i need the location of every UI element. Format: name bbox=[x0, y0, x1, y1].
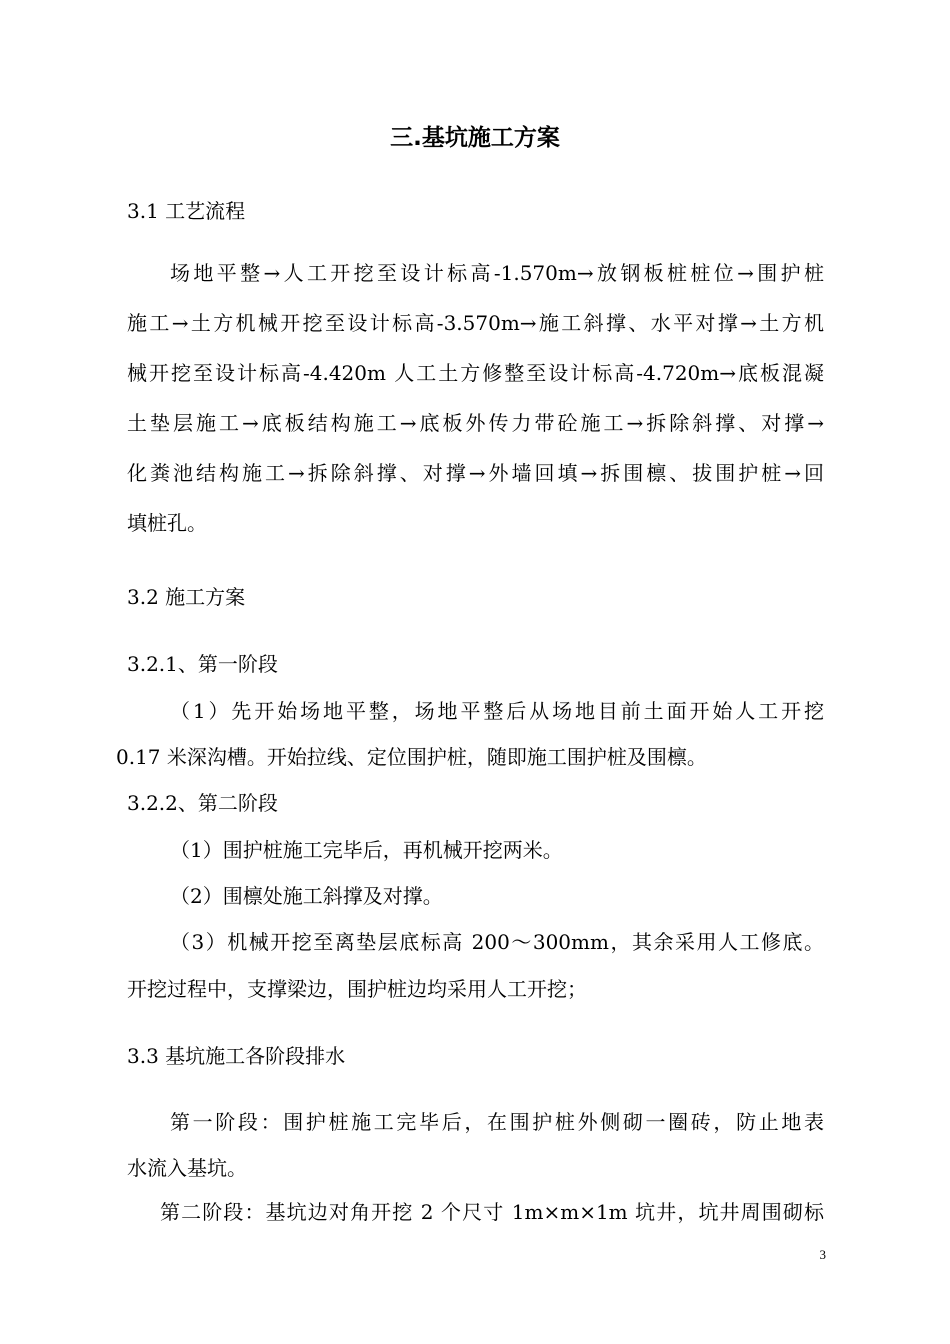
paragraph-line: 开挖过程中，支撑梁边，围护桩边均采用人工开挖； bbox=[127, 977, 587, 1001]
paragraph-line: 场地平整→人工开挖至设计标高-1.570m→放钢板桩桩位→围护桩 bbox=[170, 261, 824, 285]
page-title: 三.基坑施工方案 bbox=[390, 125, 560, 151]
list-item: （3）机械开挖至离垫层底标高 200～300mm，其余采用人工修底。 bbox=[170, 930, 824, 954]
paragraph-line: 械开挖至设计标高-4.420m 人工土方修整至设计标高-4.720m→底板混凝 bbox=[127, 361, 824, 385]
paragraph-line: 第二阶段：基坑边对角开挖 2 个尺寸 1m×m×1m 坑井，坑井周围砌标 bbox=[160, 1200, 824, 1224]
paragraph-line: （1）先开始场地平整，场地平整后从场地目前土面开始人工开挖 bbox=[170, 699, 824, 723]
paragraph-line: 水流入基坑。 bbox=[127, 1156, 247, 1180]
page-number: 3 bbox=[819, 1247, 826, 1262]
subsection-heading-3-2-1: 3.2.1、第一阶段 bbox=[127, 652, 278, 676]
paragraph-line: 土垫层施工→底板结构施工→底板外传力带砼施工→拆除斜撑、对撑→ bbox=[127, 411, 824, 435]
section-heading-3-3: 3.3 基坑施工各阶段排水 bbox=[127, 1044, 346, 1068]
section-heading-3-2: 3.2 施工方案 bbox=[127, 585, 246, 609]
list-item: （1）围护桩施工完毕后，再机械开挖两米。 bbox=[170, 838, 563, 862]
paragraph-line: 第一阶段：围护桩施工完毕后，在围护桩外侧砌一圈砖，防止地表 bbox=[170, 1110, 824, 1134]
paragraph-line: 填桩孔。 bbox=[127, 511, 207, 535]
subsection-heading-3-2-2: 3.2.2、第二阶段 bbox=[127, 791, 278, 815]
section-heading-3-1: 3.1 工艺流程 bbox=[127, 199, 246, 223]
list-item: （2）围檩处施工斜撑及对撑。 bbox=[170, 884, 443, 908]
paragraph-line: 施工→土方机械开挖至设计标高-3.570m→施工斜撑、水平对撑→土方机 bbox=[127, 311, 824, 335]
paragraph-line: 化粪池结构施工→拆除斜撑、对撑→外墙回填→拆围檩、拔围护桩→回 bbox=[127, 461, 824, 485]
paragraph-line: 0.17 米深沟槽。开始拉线、定位围护桩，随即施工围护桩及围檩。 bbox=[116, 745, 707, 769]
